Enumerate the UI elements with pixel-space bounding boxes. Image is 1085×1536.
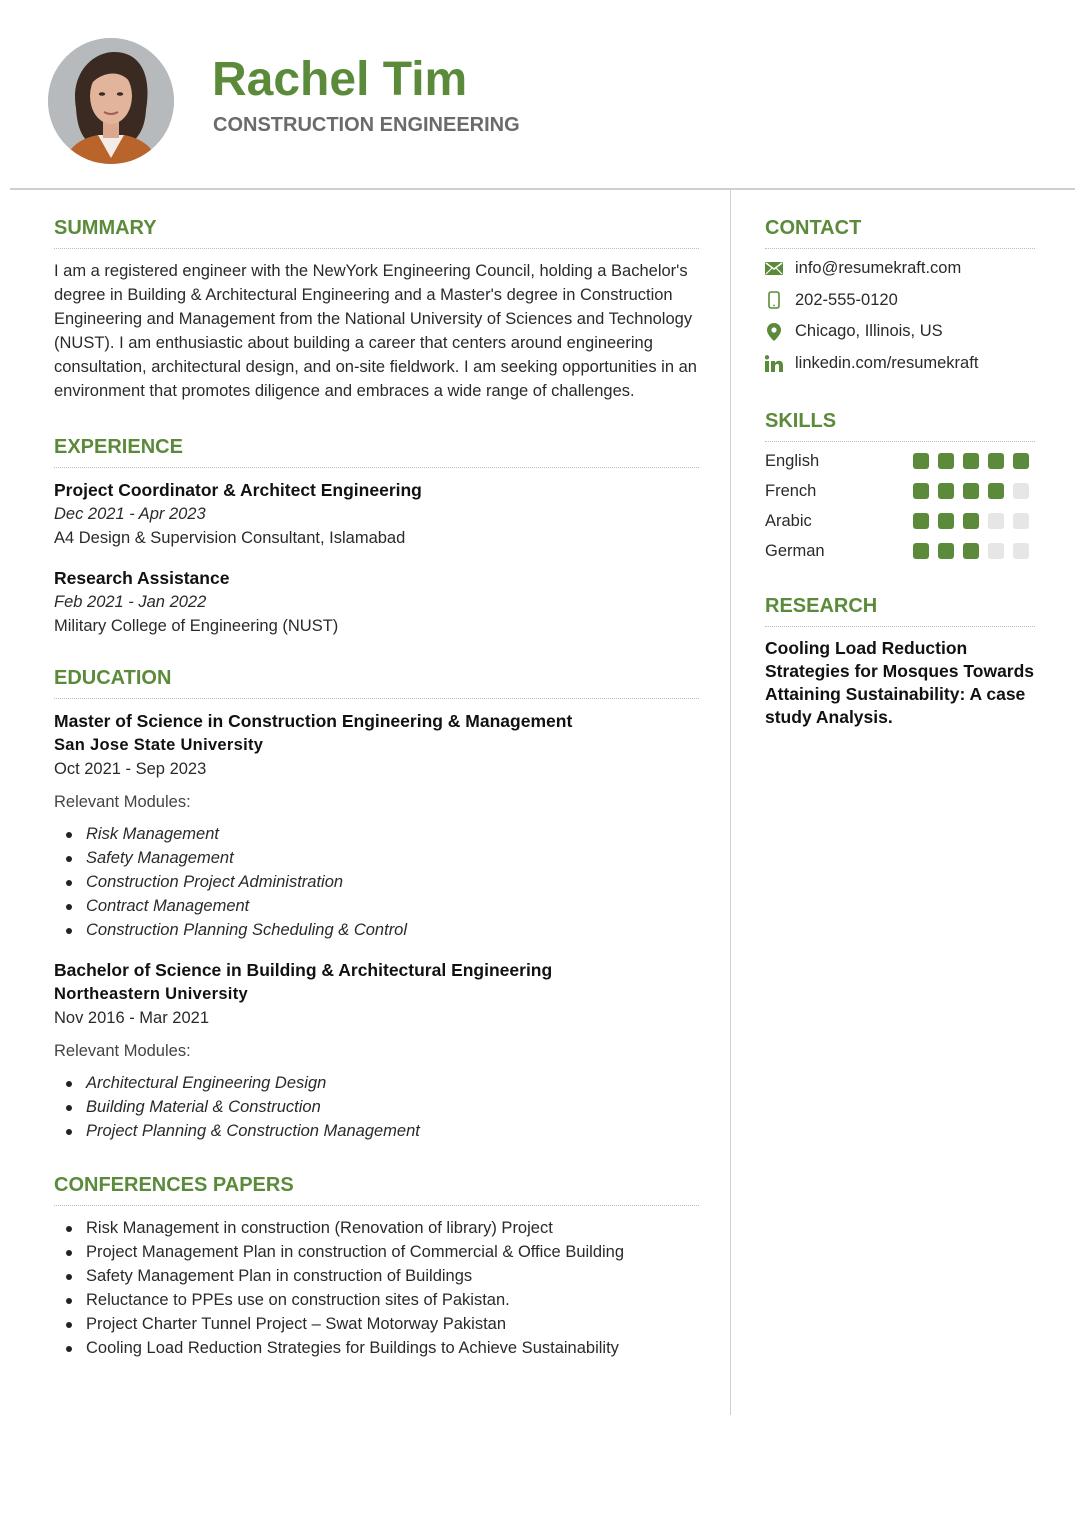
paper-item: Risk Management in construction (Renovation of library) Project xyxy=(66,1216,699,1240)
rating-dot-filled xyxy=(938,513,954,529)
profile-photo xyxy=(48,38,174,164)
job-organization: A4 Design & Supervision Consultant, Islamabad xyxy=(54,529,406,547)
section-heading: RESEARCH xyxy=(765,595,878,617)
candidate-title: CONSTRUCTION ENGINEERING xyxy=(213,114,520,136)
job-dates: Dec 2021 - Apr 2023 xyxy=(54,505,206,523)
skill-item xyxy=(765,476,1035,506)
section-divider xyxy=(54,1205,699,1206)
research-title: Cooling Load Reduction Strategies for Mosques Towards Attaining Sustainability: A case study Analysis. xyxy=(765,638,1035,727)
section-heading: CONFERENCES PAPERS xyxy=(54,1174,294,1196)
school-name: San Jose State University xyxy=(54,736,264,754)
module-item: Architectural Engineering Design xyxy=(66,1071,699,1095)
conferences-section xyxy=(54,1171,699,1360)
education-item xyxy=(54,709,699,942)
rating-dot-empty xyxy=(1013,543,1029,559)
module-item: Building Material & Construction xyxy=(66,1095,699,1119)
module-item: Safety Management xyxy=(66,846,699,870)
skill-item xyxy=(765,506,1035,536)
paper-item: Safety Management Plan in construction of Buildings xyxy=(66,1264,699,1288)
rating-dot-filled xyxy=(963,453,979,469)
rating-dot-empty xyxy=(1013,483,1029,499)
education-dates: Nov 2016 - Mar 2021 xyxy=(54,1009,210,1027)
skill-name: French xyxy=(765,481,817,500)
location-pin-icon xyxy=(765,323,795,341)
section-divider xyxy=(765,626,1035,627)
resume-header xyxy=(0,0,1085,190)
contact-location xyxy=(765,316,1035,348)
skill-item xyxy=(765,446,1035,476)
contact-phone[interactable] xyxy=(765,285,1035,317)
rating-dot-filled xyxy=(938,483,954,499)
rating-dot-filled xyxy=(913,453,929,469)
skills-section xyxy=(765,407,1035,566)
rating-dot-filled xyxy=(913,483,929,499)
degree-title: Master of Science in Construction Engineering & Management xyxy=(54,711,573,731)
contact-linkedin[interactable] xyxy=(765,348,1035,380)
module-item: Risk Management xyxy=(66,822,699,846)
column-divider xyxy=(730,190,731,1415)
rating-dot-filled xyxy=(938,543,954,559)
skill-rating xyxy=(913,543,1029,559)
papers-list xyxy=(54,1216,699,1360)
section-divider xyxy=(54,698,699,699)
paper-item: Project Management Plan in construction of Commercial & Office Building xyxy=(66,1240,699,1264)
job-title: Research Assistance xyxy=(54,568,230,588)
education-section xyxy=(54,664,699,1143)
section-divider xyxy=(54,248,699,249)
section-heading: EXPERIENCE xyxy=(54,436,183,458)
section-heading: EDUCATION xyxy=(54,667,172,689)
experience-item xyxy=(54,566,699,638)
rating-dot-filled xyxy=(963,483,979,499)
modules-label: Relevant Modules: xyxy=(54,793,191,811)
rating-dot-empty xyxy=(988,543,1004,559)
skill-item xyxy=(765,536,1035,566)
rating-dot-filled xyxy=(988,483,1004,499)
section-divider xyxy=(765,441,1035,442)
section-heading: SKILLS xyxy=(765,410,837,432)
rating-dot-filled xyxy=(1013,453,1029,469)
linkedin-icon xyxy=(765,355,795,372)
paper-item: Reluctance to PPEs use on construction sites of Pakistan. xyxy=(66,1288,699,1312)
candidate-name: Rachel Tim xyxy=(212,53,468,106)
section-divider xyxy=(765,248,1035,249)
section-heading: SUMMARY xyxy=(54,217,157,239)
job-title: Project Coordinator & Architect Engineering xyxy=(54,480,422,500)
job-organization: Military College of Engineering (NUST) xyxy=(54,617,339,635)
section-divider xyxy=(54,467,699,468)
email-text: info@resumekraft.com xyxy=(795,259,962,278)
module-item: Construction Project Administration xyxy=(66,870,699,894)
rating-dot-filled xyxy=(963,543,979,559)
phone-icon xyxy=(765,291,795,309)
section-heading: CONTACT xyxy=(765,217,862,239)
experience-item xyxy=(54,478,699,550)
phone-text: 202-555-0120 xyxy=(795,290,898,309)
rating-dot-filled xyxy=(963,513,979,529)
school-name: Northeastern University xyxy=(54,985,248,1003)
research-section xyxy=(765,592,1035,729)
rating-dot-filled xyxy=(913,543,929,559)
skill-name: Arabic xyxy=(765,511,812,530)
summary-text: I am a registered engineer with the NewYork Engineering Council, holding a Bachelor's degree in Building & Architectural Engineering and a Master's degree in Construction Engineering and Management from the National University of Sciences and Technology (NUST). I am enthusiastic about building a career that centers around engineering consultation, architectural design, and on-site fieldwork. I am seeking opportunities in an environment that promotes diligence and embraces a wide range of challenges. xyxy=(54,262,697,400)
job-dates: Feb 2021 - Jan 2022 xyxy=(54,593,207,611)
sidebar-column xyxy=(765,214,1035,751)
paper-item: Cooling Load Reduction Strategies for Buildings to Achieve Sustainability xyxy=(66,1336,699,1360)
portrait-image xyxy=(48,38,174,164)
main-column xyxy=(54,214,699,1382)
rating-dot-empty xyxy=(988,513,1004,529)
rating-dot-filled xyxy=(988,453,1004,469)
rating-dot-empty xyxy=(1013,513,1029,529)
rating-dot-filled xyxy=(938,453,954,469)
summary-section xyxy=(54,214,699,403)
skill-name: German xyxy=(765,541,825,560)
education-dates: Oct 2021 - Sep 2023 xyxy=(54,760,207,778)
module-item: Construction Planning Scheduling & Control xyxy=(66,918,699,942)
module-item: Contract Management xyxy=(66,894,699,918)
linkedin-text: linkedin.com/resumekraft xyxy=(795,353,979,372)
contact-section xyxy=(765,214,1035,379)
modules-list xyxy=(54,1071,699,1143)
envelope-icon xyxy=(765,262,795,275)
skill-rating xyxy=(913,513,1029,529)
skill-name: English xyxy=(765,451,820,470)
module-item: Project Planning & Construction Management xyxy=(66,1119,699,1143)
skill-rating xyxy=(913,483,1029,499)
contact-email[interactable] xyxy=(765,253,1035,285)
paper-item: Project Charter Tunnel Project – Swat Motorway Pakistan xyxy=(66,1312,699,1336)
location-text: Chicago, Illinois, US xyxy=(795,322,943,341)
rating-dot-filled xyxy=(913,513,929,529)
modules-list xyxy=(54,822,699,942)
header-divider xyxy=(10,188,1075,190)
modules-label: Relevant Modules: xyxy=(54,1042,191,1060)
experience-section xyxy=(54,433,699,638)
skill-rating xyxy=(913,453,1029,469)
degree-title: Bachelor of Science in Building & Architectural Engineering xyxy=(54,960,553,980)
education-item xyxy=(54,958,699,1143)
